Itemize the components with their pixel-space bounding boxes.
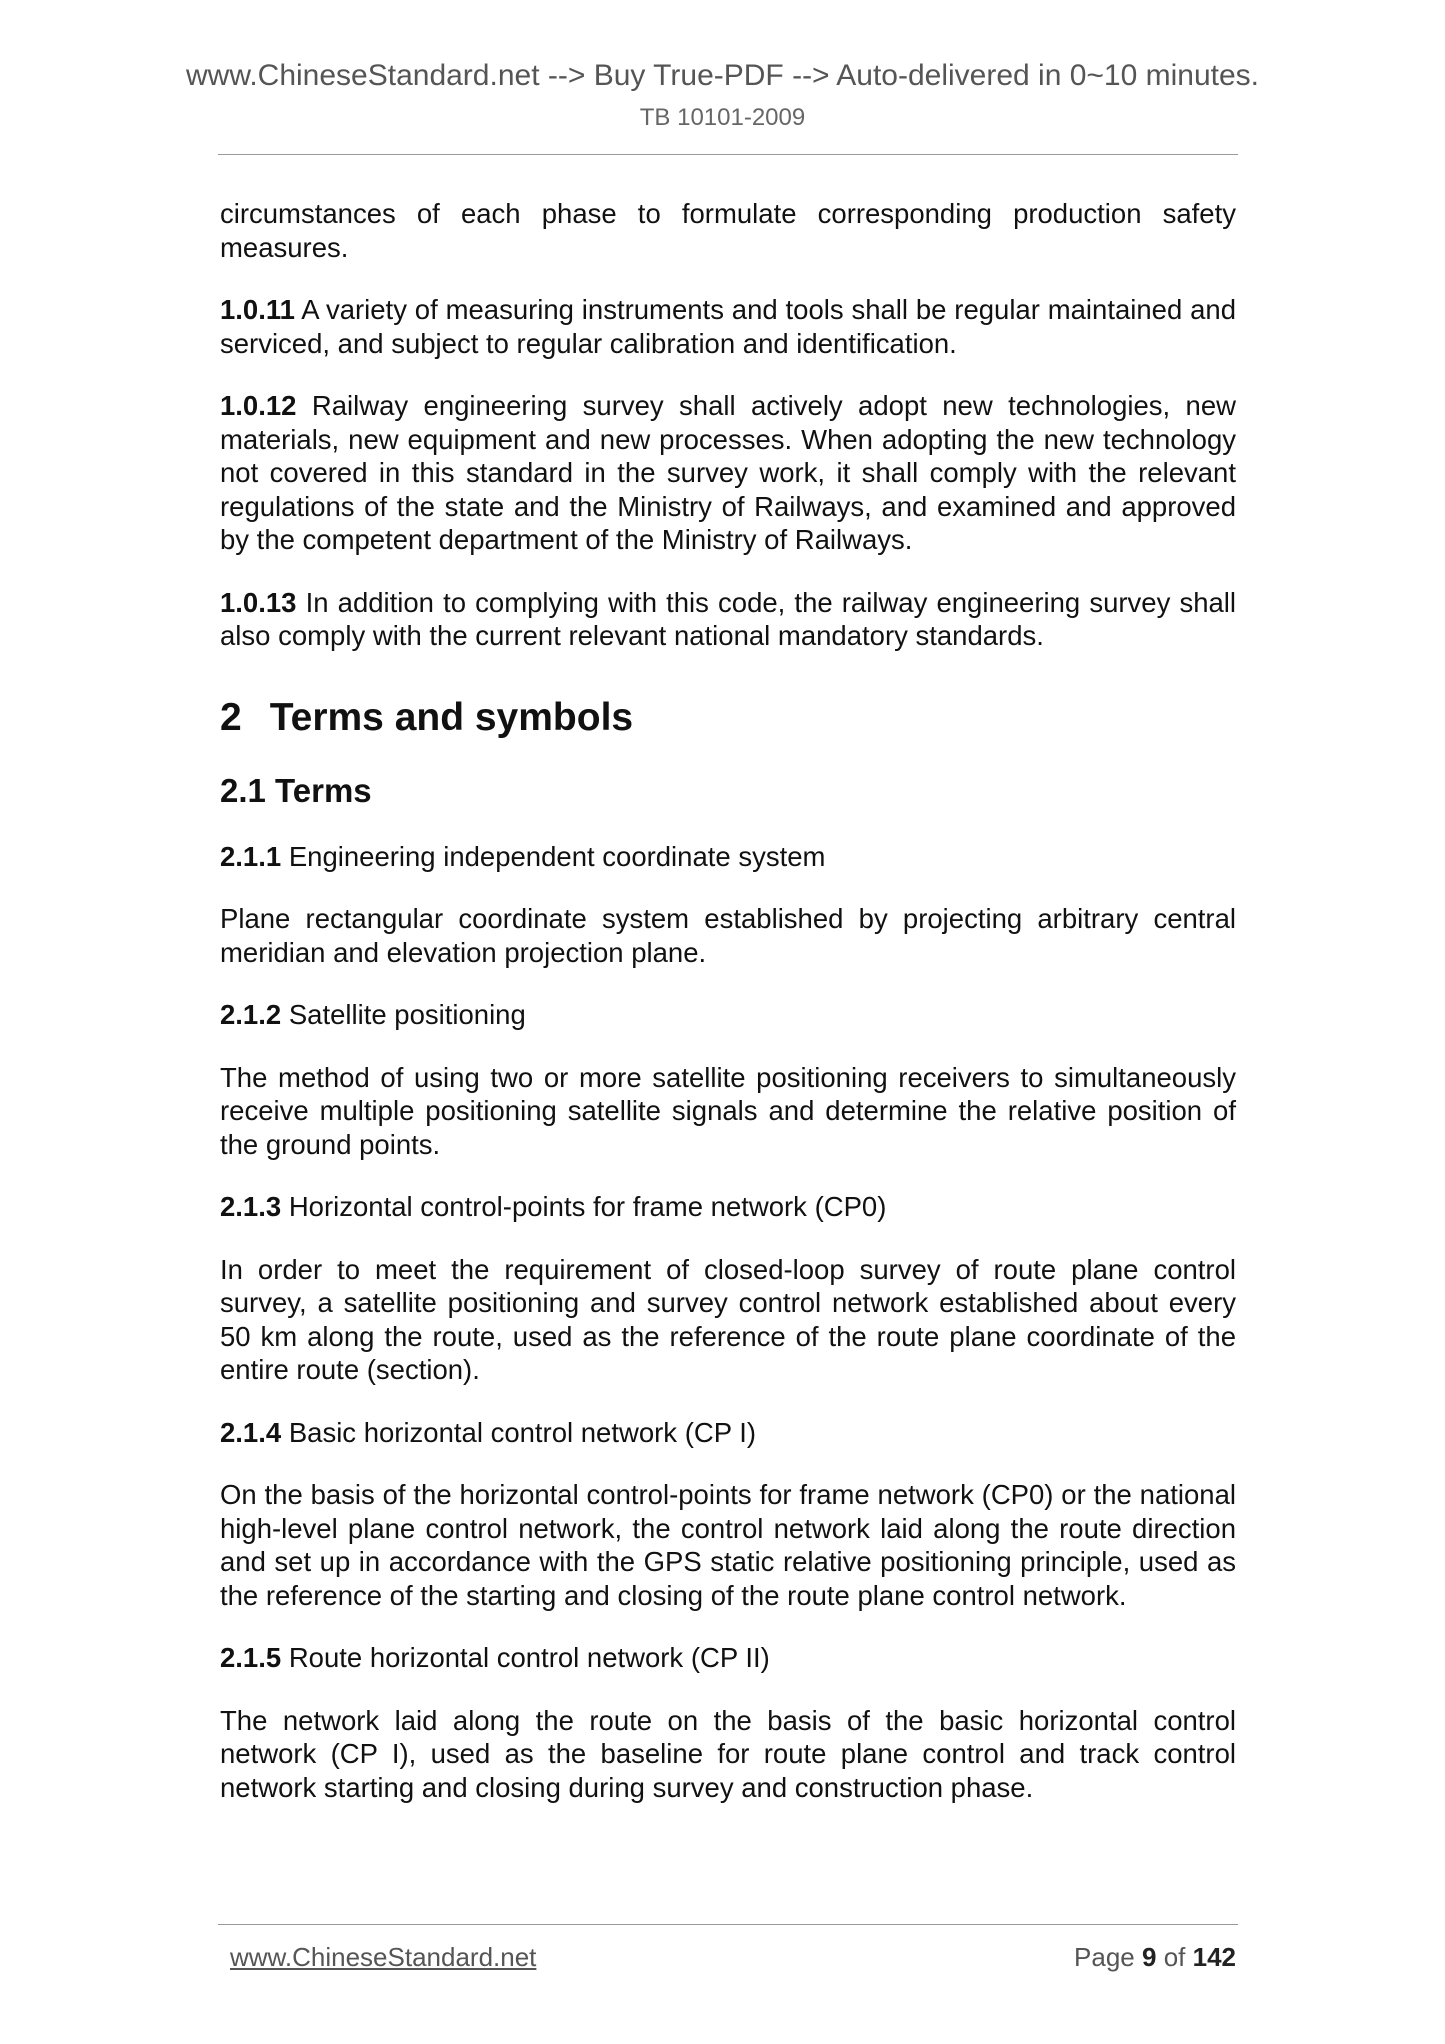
term-heading-2-1-3 — [220, 1190, 1236, 1224]
page-of-label: of — [1163, 1942, 1186, 1972]
term-definition-2-1-1: Plane rectangular coordinate system established by projecting arbitrary central meridian and elevation projection plane. — [220, 903, 1236, 968]
clause-text: Railway engineering survey shall actively adopt new technologies, new materials, new equipment and new processes. When adopting the new technology not covered in this standard in the survey work, it shall comply with the relevant regulations of the state and the Ministry of Railways, and examined and approved by the competent department of the Ministry of Railways. — [220, 390, 1236, 555]
clause-number: 1.0.11 — [220, 294, 295, 325]
term-number: 2.1.4 — [220, 1416, 282, 1448]
document-code: TB 10101-2009 — [639, 104, 806, 131]
term-definition-2-1-4: On the basis of the horizontal control-points for frame network (CP0) or the national high-level plane control network, the control network laid along the route direction and set up in accordance with the GPS static relative positioning principle, used as the reference of the starting and closing of the route plane control network. — [220, 1479, 1236, 1611]
intro-paragraph: circumstances of each phase to formulate corresponding production safety measures. — [220, 198, 1236, 263]
footer-divider — [218, 1924, 1238, 1925]
clause-1-0-12 — [220, 389, 1236, 557]
term-number: 2.1.2 — [220, 999, 282, 1030]
clause-1-0-13 — [220, 586, 1236, 653]
term-name: Satellite positioning — [288, 999, 526, 1030]
clause-number: 1.0.12 — [220, 390, 297, 421]
term-number: 2.1.3 — [220, 1191, 282, 1222]
term-number: 2.1.5 — [220, 1642, 282, 1673]
page-number — [1074, 1942, 1236, 1973]
term-heading-2-1-2 — [220, 998, 1236, 1032]
term-definition-2-1-2: The method of using two or more satellite positioning receivers to simultaneously receive multiple positioning satellite signals and determine the relative position of the ground points. — [220, 1061, 1236, 1160]
clause-text: In addition to complying with this code, the railway engineering survey shall also comply with the current relevant national mandatory standards. — [220, 586, 1236, 651]
chapter-number: 2 — [220, 695, 242, 739]
footer-website-link[interactable]: www.ChineseStandard.net — [230, 1942, 537, 1972]
section-heading: 2.1 Terms — [220, 771, 372, 809]
term-heading-2-1-4 — [220, 1416, 1236, 1450]
chapter-heading — [220, 695, 1236, 741]
term-heading-2-1-1 — [220, 840, 1236, 874]
page-content — [220, 197, 1236, 1804]
term-name: Horizontal control-points for frame network (CP0) — [288, 1191, 887, 1222]
clause-1-0-11 — [220, 293, 1236, 360]
page-current: 9 — [1141, 1942, 1157, 1972]
chapter-title: Terms and symbols — [269, 695, 634, 739]
term-heading-2-1-5 — [220, 1641, 1236, 1675]
term-definition-2-1-3: In order to meet the requirement of closed-loop survey of route plane control survey, a satellite positioning and survey control network established about every 50 km along the route, used as the reference of the route plane coordinate of the entire route (section). — [220, 1253, 1236, 1385]
page-total: 142 — [1192, 1942, 1236, 1972]
clause-text: A variety of measuring instruments and tools shall be regular maintained and serviced, and subject to regular calibration and identification. — [220, 294, 1236, 359]
term-name: Basic horizontal control network (CP I) — [288, 1416, 756, 1448]
term-name: Engineering independent coordinate system — [288, 840, 826, 872]
term-name: Route horizontal control network (CP II) — [288, 1642, 770, 1673]
clause-number: 1.0.13 — [220, 586, 297, 618]
header-divider — [218, 154, 1238, 155]
header-banner: www.ChineseStandard.net --> Buy True-PDF --> Auto-delivered in 0~10 minutes. — [185, 59, 1260, 92]
term-definition-2-1-5: The network laid along the route on the basis of the basic horizontal control network (CP I), used as the baseline for route plane control and track control network starting and closing during survey and construction phase. — [220, 1704, 1236, 1803]
term-number: 2.1.1 — [220, 840, 282, 872]
page-label: Page — [1074, 1942, 1135, 1972]
